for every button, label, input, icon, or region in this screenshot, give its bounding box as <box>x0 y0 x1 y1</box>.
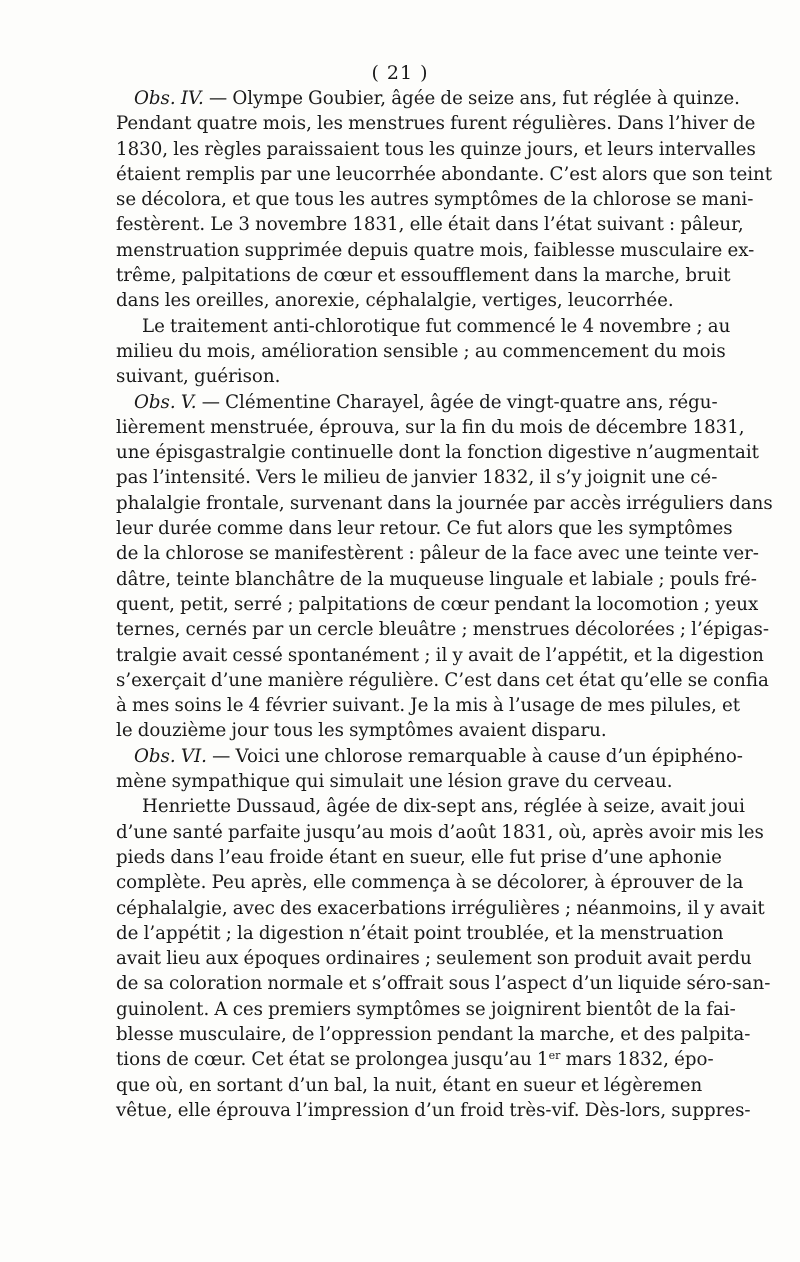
text-line <box>116 845 722 870</box>
text-line <box>116 263 731 288</box>
line-text: guinolent. A ces premiers symptômes se joignirent bientôt de la fai- <box>116 998 736 1020</box>
observation-label: Obs. IV. <box>134 88 204 109</box>
text-line <box>116 339 726 364</box>
line-text: de la chlorose se manifestèrent : pâleur de la face avec une teinte ver- <box>116 543 759 565</box>
line-text: tions de cœur. Cet état se prolongea jusqu’au 1 <box>116 1049 549 1071</box>
line-text: s’exerçait d’une manière régulière. C’est dans cet état qu’elle se confia <box>116 669 769 691</box>
text-line <box>116 896 765 921</box>
text-line <box>116 137 756 162</box>
text-line <box>116 212 744 237</box>
line-text: le douzième jour tous les symptômes avaient disparu. <box>116 720 607 742</box>
line-text: à mes soins le 4 février suivant. Je la mis à l’usage de mes pilules, et <box>116 695 741 717</box>
line-text: leur durée comme dans leur retour. Ce fut alors que les symptômes <box>116 518 733 540</box>
text-line <box>116 617 769 642</box>
text-line <box>116 946 752 971</box>
text-line <box>116 238 755 263</box>
body-text <box>116 86 773 1123</box>
observation-label: Obs. VI. <box>134 745 207 767</box>
line-text: pas l’intensité. Vers le milieu de janvier 1832, il s’y joignit une cé- <box>116 467 718 489</box>
line-text: se décolora, et que tous les autres symptômes de la chlorose se mani- <box>116 189 754 211</box>
text-line <box>116 1073 703 1098</box>
text-line <box>116 668 769 693</box>
line-text: Le traitement anti-chlorotique fut commencé le 4 novembre ; au <box>142 315 731 337</box>
text-line <box>116 162 773 187</box>
text-line <box>116 390 718 415</box>
text-line <box>116 643 764 668</box>
line-text: d’une santé parfaite jusqu’au mois d’août 1831, où, après avoir mis les <box>116 821 764 843</box>
text-line <box>116 288 689 313</box>
line-text: Pendant quatre mois, les menstrues furent régulières. Dans l’hiver de <box>116 113 756 135</box>
line-text: de l’appétit ; la digestion n’était point troublée, et la menstruation <box>116 922 724 944</box>
line-text: milieu du mois, amélioration sensible ; au commencement du mois <box>116 340 726 362</box>
line-text: — Clémentine Charayel, âgée de vingt-quatre ans, régu- <box>196 391 718 413</box>
line-text: ternes, cernés par un cercle bleuâtre ; menstrues décolorées ; l’épigas- <box>116 619 769 641</box>
text-line <box>116 592 759 617</box>
text-line <box>116 314 731 339</box>
superscript: er <box>548 1049 561 1063</box>
line-text: 1830, les règles paraissaient tous les quinze jours, et leurs intervalles <box>116 138 756 160</box>
text-line <box>116 1047 714 1072</box>
line-text: pieds dans l’eau froide étant en sueur, elle fut prise d’une aphonie <box>116 846 722 868</box>
line-text: festèrent. Le 3 novembre 1831, elle était dans l’état suivant : pâleur, <box>116 214 744 236</box>
text-line <box>116 1022 751 1047</box>
line-text: une épisgastralgie continuelle dont la fonction digestive n’augmentait <box>116 442 759 464</box>
line-text: Henriette Dussaud, âgée de dix-sept ans, réglée à seize, avait joui <box>142 796 745 818</box>
line-text: lièrement menstruée, éprouva, sur la fin du mois de décembre 1831, <box>116 416 745 438</box>
line-text: complète. Peu après, elle commença à se décolorer, à éprouver de la <box>116 872 744 894</box>
text-line <box>116 794 745 819</box>
line-text: dâtre, teinte blanchâtre de la muqueuse linguale et labiale ; pouls fré- <box>116 568 757 590</box>
text-line <box>116 187 754 212</box>
text-line <box>116 971 771 996</box>
line-text-continued: mars 1832, épo- <box>560 1049 714 1071</box>
text-line <box>116 567 757 592</box>
text-line <box>116 415 745 440</box>
line-text: dans les oreilles, anorexie, céphalalgie, vertiges, leucorrhée. <box>116 290 674 312</box>
text-line <box>116 997 736 1022</box>
line-text: — Voici une chlorose remarquable à cause d’un épiphéno- <box>206 745 743 767</box>
line-text: céphalalgie, avec des exacerbations irrégulières ; néanmoins, il y avait <box>116 897 765 919</box>
line-text: suivant, guérison. <box>116 366 281 388</box>
line-text: que où, en sortant d’un bal, la nuit, étant en sueur et légèremen <box>116 1074 703 1096</box>
line-text: étaient remplis par une leucorrhée abondante. C’est alors que son teint <box>116 163 773 185</box>
line-text: phalalgie frontale, survenant dans la journée par accès irréguliers dans <box>116 492 773 514</box>
text-line <box>116 718 689 743</box>
observation-label: Obs. V. <box>134 391 197 413</box>
text-line <box>116 1098 751 1123</box>
line-text: vêtue, elle éprouva l’impression d’un froid très-vif. Dès-lors, suppres- <box>116 1099 751 1121</box>
text-line <box>116 516 733 541</box>
text-line <box>116 86 740 111</box>
text-line <box>116 769 689 794</box>
line-text: — Olympe Goubier, âgée de seize ans, fut réglée à quinze. <box>203 88 740 109</box>
line-text: de sa coloration normale et s’offrait sous l’aspect d’un liquide séro-san- <box>116 973 771 995</box>
text-line <box>116 465 718 490</box>
line-text: menstruation supprimée depuis quatre mois, faiblesse musculaire ex- <box>116 239 755 261</box>
text-line <box>116 744 743 769</box>
text-line <box>116 870 744 895</box>
line-text: tralgie avait cessé spontanément ; il y avait de l’appétit, et la digestion <box>116 644 764 666</box>
text-line <box>116 693 741 718</box>
text-line <box>116 111 756 136</box>
line-text: avait lieu aux époques ordinaires ; seulement son produit avait perdu <box>116 948 752 970</box>
line-text: mène sympathique qui simulait une lésion grave du cerveau. <box>116 771 673 793</box>
text-line <box>116 364 689 389</box>
text-line <box>116 820 764 845</box>
line-text: blesse musculaire, de l’oppression pendant la marche, et des palpita- <box>116 1023 751 1045</box>
line-text: trême, palpitations de cœur et essoufflement dans la marche, bruit <box>116 265 731 287</box>
text-line <box>116 921 724 946</box>
text-line <box>116 440 759 465</box>
page-number: ( 21 ) <box>371 62 429 84</box>
text-line <box>116 541 759 566</box>
line-text: quent, petit, serré ; palpitations de cœur pendant la locomotion ; yeux <box>116 593 759 615</box>
text-line <box>116 491 773 516</box>
